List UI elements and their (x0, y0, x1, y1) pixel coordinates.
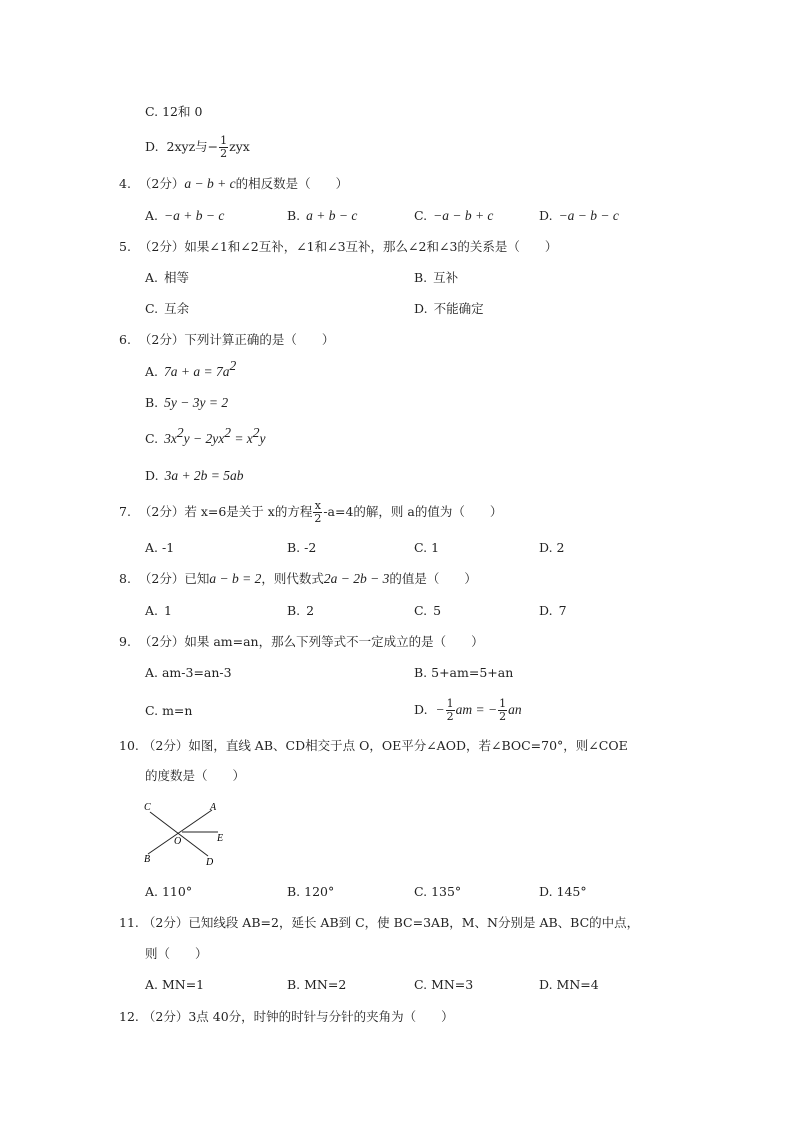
q4-option-c: C. −a − b + c (414, 208, 494, 223)
q4-score: （2分） (138, 176, 185, 191)
q8-text-b: ，则代数式 (261, 571, 324, 586)
q8-option-d: D. 7 (539, 603, 567, 618)
q11-text-1: （2分）已知线段 AB=2，延长 AB到 C，使 BC=3AB，M、N分别是 AB、BC的中点， (142, 915, 640, 930)
q7-option-b: B. -2 (287, 540, 317, 555)
q3-option-d-fraction (219, 135, 228, 160)
q3-option-d (145, 132, 250, 162)
q5-option-a: A. 相等 (145, 270, 190, 285)
question-number: 7. (119, 504, 131, 519)
question-number: 10. (119, 738, 139, 753)
q10-stem-line-1 (119, 738, 628, 754)
question-number: 4. (119, 176, 131, 191)
label-d: D (206, 857, 214, 868)
q9-option-a: A. am-3=an-3 (145, 665, 232, 680)
q6-option-c: C. $3x^2y - 2yx^2 = x^2y$ (145, 425, 266, 446)
q3-option-d-tail: zyx (229, 139, 250, 154)
q4-prompt: 的相反数是（ ） (235, 176, 349, 191)
label-o: O (174, 836, 182, 847)
fraction-numerator: 1 (220, 134, 228, 147)
q7-option-c: C. 1 (414, 540, 440, 555)
fraction-denominator: 2 (314, 512, 322, 525)
q8-stem (119, 571, 477, 587)
label-a: A (210, 802, 217, 813)
q11-stem-line-2: 则（ ） (145, 946, 208, 961)
q8-option-a: A. 1 (145, 603, 172, 618)
q8-expression-1: a − b = 2 (209, 571, 262, 586)
q6-stem (119, 332, 334, 348)
q9-option-c: C. m=n (145, 703, 193, 718)
q8-text-c: 的值是（ ） (389, 571, 477, 586)
question-number: 5. (119, 239, 131, 254)
q5-text: （2分）如果∠1和∠2互补，∠1和∠3互补，那么∠2和∠3的关系是（ ） (138, 239, 558, 254)
q8-option-b: B. 2 (287, 603, 315, 618)
q10-option-b: B. 120° (287, 884, 335, 899)
q10-option-c: C. 135° (414, 884, 462, 899)
q5-option-b: B. 互补 (414, 270, 459, 285)
q8-text-a: （2分）已知 (138, 571, 210, 586)
q8-option-c: C. 5 (414, 603, 442, 618)
q12-stem (119, 1009, 454, 1025)
q6-text: （2分）下列计算正确的是（ ） (138, 332, 335, 347)
q11-option-c: C. MN=3 (414, 977, 474, 992)
q11-option-a: A. MN=1 (145, 977, 205, 992)
q7-stem (119, 497, 502, 527)
question-number: 11. (119, 915, 139, 930)
q9-stem (119, 634, 484, 650)
q7-text-a: （2分）若 x=6是关于 x的方程 (138, 504, 313, 519)
fraction-numerator: x (314, 499, 321, 512)
question-number: 9. (119, 634, 131, 649)
q9-option-d: D. − $\frac{1}{2}$ am = − $\frac{1}{2}$ an (414, 697, 522, 723)
q4-stem (119, 176, 348, 192)
q11-option-d: D. MN=4 (539, 977, 599, 992)
q5-option-c: C. 互余 (145, 301, 190, 316)
q11-option-b: B. MN=2 (287, 977, 347, 992)
q3-option-d-label: D. (145, 139, 159, 154)
label-c: C (144, 802, 151, 813)
q11-stem-line-1 (119, 915, 639, 931)
q5-stem (119, 239, 557, 255)
q7-fraction (313, 500, 322, 525)
question-number: 6. (119, 332, 131, 347)
q9-fraction-1: $\frac{1}{2}$ (446, 697, 454, 723)
q6-option-d: D. 3a + 2b = 5ab (145, 468, 244, 483)
q3-option-d-text: 2xyz与− (166, 139, 219, 154)
question-number: 12. (119, 1009, 139, 1024)
q3-option-c: C. 12和 0 (145, 104, 203, 119)
q5-option-d: D. 不能确定 (414, 301, 484, 316)
q4-option-b: B. a + b − c (287, 208, 358, 223)
q6-option-a: A. $7a + a = 7a^2$ (145, 358, 237, 379)
fraction-denominator: 2 (220, 147, 228, 160)
label-b: B (144, 854, 151, 865)
q10-option-a: A. 110° (145, 884, 193, 899)
q4-option-d: D. −a − b − c (539, 208, 619, 223)
q4-expression: a − b + c (184, 176, 236, 191)
q7-text-b: -a=4的解，则 a的值为（ ） (323, 504, 503, 519)
q9-option-b: B. 5+am=5+an (414, 665, 514, 680)
q6-option-b: B. 5y − 3y = 2 (145, 395, 229, 410)
q8-expression-2: 2a − 2b − 3 (323, 571, 390, 586)
q7-option-d: D. 2 (539, 540, 565, 555)
question-number: 8. (119, 571, 131, 586)
q10-figure (140, 796, 240, 870)
q9-fraction-2: $\frac{1}{2}$ (499, 697, 507, 723)
q10-text-1: （2分）如图，直线 AB、CD相交于点 O，OE平分∠AOD，若∠BOC=70°，则∠COE (142, 738, 628, 753)
q4-option-a: A. −a + b − c (145, 208, 225, 223)
q10-option-d: D. 145° (539, 884, 587, 899)
q10-stem-line-2: 的度数是（ ） (145, 768, 246, 783)
q9-text: （2分）如果 am=an，那么下列等式不一定成立的是（ ） (138, 634, 484, 649)
q12-text: （2分）3点 40分，时钟的时针与分针的夹角为（ ） (142, 1009, 454, 1024)
q7-option-a: A. -1 (145, 540, 175, 555)
label-e: E (217, 833, 224, 844)
